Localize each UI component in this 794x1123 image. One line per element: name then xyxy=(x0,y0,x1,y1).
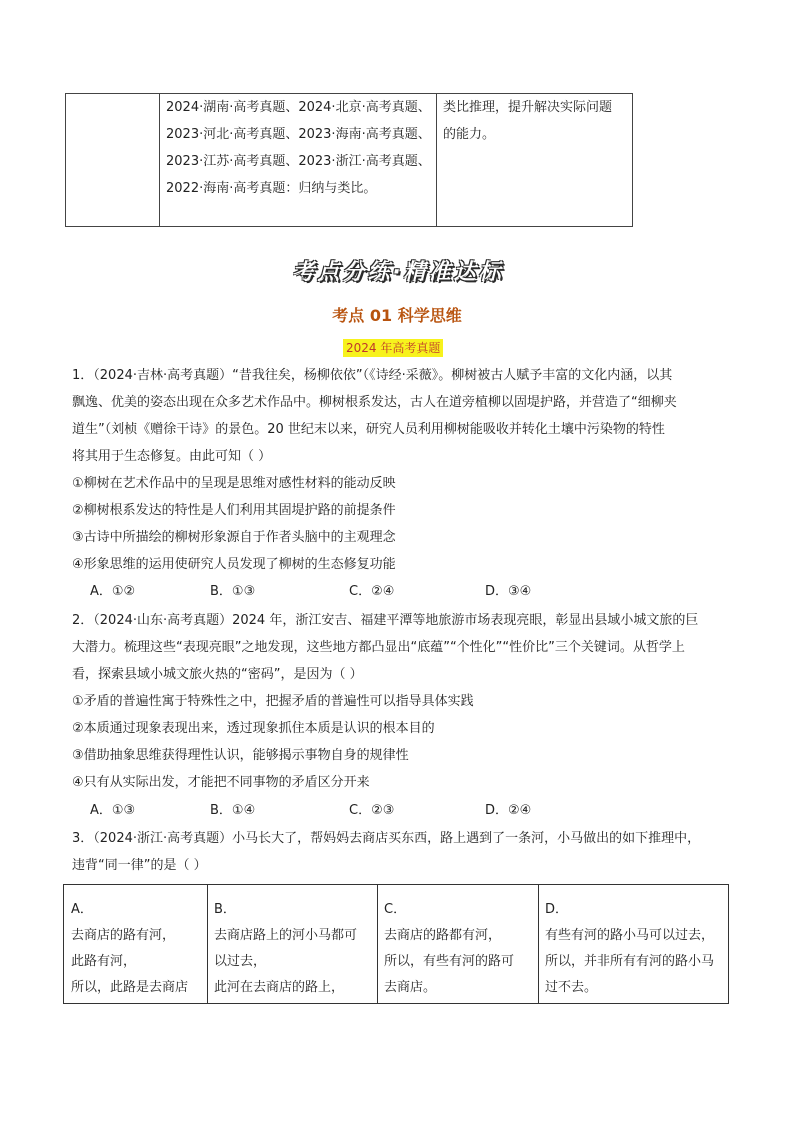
section-title: 考点 01 科学思维 xyxy=(332,306,462,325)
ability-cell xyxy=(443,94,612,148)
option-cell-a[interactable] xyxy=(71,897,188,1001)
question-text-line: 飘逸、优美的姿态出现在众多艺术作品中。柳树根系发达，古人在道旁植柳以固堤护路，并营造了“细柳夹 xyxy=(72,395,677,410)
question-text-line: 将其用于生态修复。由此可知（ ） xyxy=(72,449,272,464)
option-a[interactable]: A．①② xyxy=(90,584,136,599)
statement-item: ④形象思维的运用使研究人员发现了柳树的生态修复功能 xyxy=(72,557,396,572)
option-cell-b[interactable] xyxy=(214,897,357,1001)
option-line: 所以，此路是去商店 xyxy=(71,980,189,995)
question-text-line: 违背“同一律”的是（ ） xyxy=(72,858,207,873)
option-line: 此路有河， xyxy=(71,954,137,969)
statement-item: ①矛盾的普遍性寓于特殊性之中，把握矛盾的普遍性可以指导具体实践 xyxy=(72,694,474,709)
source-list-cell xyxy=(166,94,431,202)
option-line: 去商店路上的河小马都可 xyxy=(214,928,358,943)
question-text-line: 大潜力。梳理这些“表现亮眼”之地发现，这些地方都凸显出“底蕴”“个性化”“性价比”三个关键词。从哲学上 xyxy=(72,640,685,655)
statement-item: ③借助抽象思维获得理性认识，能够揭示事物自身的规律性 xyxy=(72,748,409,763)
option-label: B． xyxy=(214,902,236,917)
option-line: 过不去。 xyxy=(545,980,598,995)
option-line: 以过去， xyxy=(214,954,267,969)
banner-heading: 考点分练·精准达标 xyxy=(292,260,504,285)
option-label: A． xyxy=(71,902,93,917)
option-line: 有些有河的路小马可以过去， xyxy=(545,928,715,943)
source-line: 2023·河北·高考真题、2023·海南·高考真题、 xyxy=(166,127,431,142)
table-column-divider xyxy=(538,885,539,1003)
option-cell-d[interactable] xyxy=(545,897,714,1001)
statement-item: ②本质通过现象表现出来，透过现象抓住本质是认识的根本目的 xyxy=(72,721,435,736)
table-column-divider xyxy=(207,885,208,1003)
source-line: 2024·湖南·高考真题、2024·北京·高考真题、 xyxy=(166,100,431,115)
statement-item: ④只有从实际出发，才能把不同事物的矛盾区分开来 xyxy=(72,775,370,790)
question-text-line: 3．（2024·浙江·高考真题）小马长大了，帮妈妈去商店买东西，路上遇到了一条河，小马做出的如下推理中， xyxy=(72,831,701,846)
source-line: 2023·江苏·高考真题、2023·浙江·高考真题、 xyxy=(166,154,431,169)
option-b[interactable]: B．①④ xyxy=(210,803,256,818)
reasoning-options-table xyxy=(63,884,729,1004)
table-column-divider xyxy=(377,885,378,1003)
statement-item: ①柳树在艺术作品中的呈现是思维对感性材料的能动反映 xyxy=(72,476,396,491)
option-d[interactable]: D．②④ xyxy=(485,803,532,818)
option-c[interactable]: C．②④ xyxy=(349,584,395,599)
ability-line: 的能力。 xyxy=(443,127,496,142)
statement-item: ③古诗中所描绘的柳树形象源自于作者头脑中的主观理念 xyxy=(72,530,396,545)
table-column-divider xyxy=(159,94,160,226)
option-c[interactable]: C．②③ xyxy=(349,803,395,818)
criteria-table-continuation xyxy=(65,93,633,227)
option-line: 去商店。 xyxy=(384,980,437,995)
year-highlight: 2024 年高考真题 xyxy=(343,339,443,357)
option-line: 去商店的路都有河， xyxy=(384,928,502,943)
question-text-line: 道生”（刘桢《赠徐干诗》的景色。20 世纪末以来，研究人员利用柳树能吸收并转化土壤中污染物的特性 xyxy=(72,422,665,437)
option-a[interactable]: A．①③ xyxy=(90,803,136,818)
option-line: 所以，有些有河的路可 xyxy=(384,954,515,969)
option-label: D． xyxy=(545,902,569,917)
option-label: C． xyxy=(384,902,407,917)
option-b[interactable]: B．①③ xyxy=(210,584,256,599)
option-line: 所以，并非所有有河的路小马 xyxy=(545,954,715,969)
ability-line: 类比推理，提升解决实际问题 xyxy=(443,100,613,115)
option-line: 此河在去商店的路上， xyxy=(214,980,345,995)
option-line: 去商店的路有河， xyxy=(71,928,176,943)
question-text-line: 2．（2024·山东·高考真题）2024 年，浙江安吉、福建平潭等地旅游市场表现亮眼，彰显出县域小城文旅的巨 xyxy=(72,613,699,628)
source-line: 2022·海南·高考真题：归纳与类比。 xyxy=(166,181,377,196)
question-text-line: 看，探索县域小城文旅火热的“密码”，是因为（ ） xyxy=(72,667,363,682)
table-column-divider xyxy=(436,94,437,226)
question-text-line: 1．（2024·吉林·高考真题）“昔我往矣，杨柳依依”（《诗经·采薇》。柳树被古人赋予丰富的文化内涵，以其 xyxy=(72,368,673,383)
option-cell-c[interactable] xyxy=(384,897,514,1001)
option-d[interactable]: D．③④ xyxy=(485,584,532,599)
statement-item: ②柳树根系发达的特性是人们利用其固堤护路的前提条件 xyxy=(72,503,396,518)
